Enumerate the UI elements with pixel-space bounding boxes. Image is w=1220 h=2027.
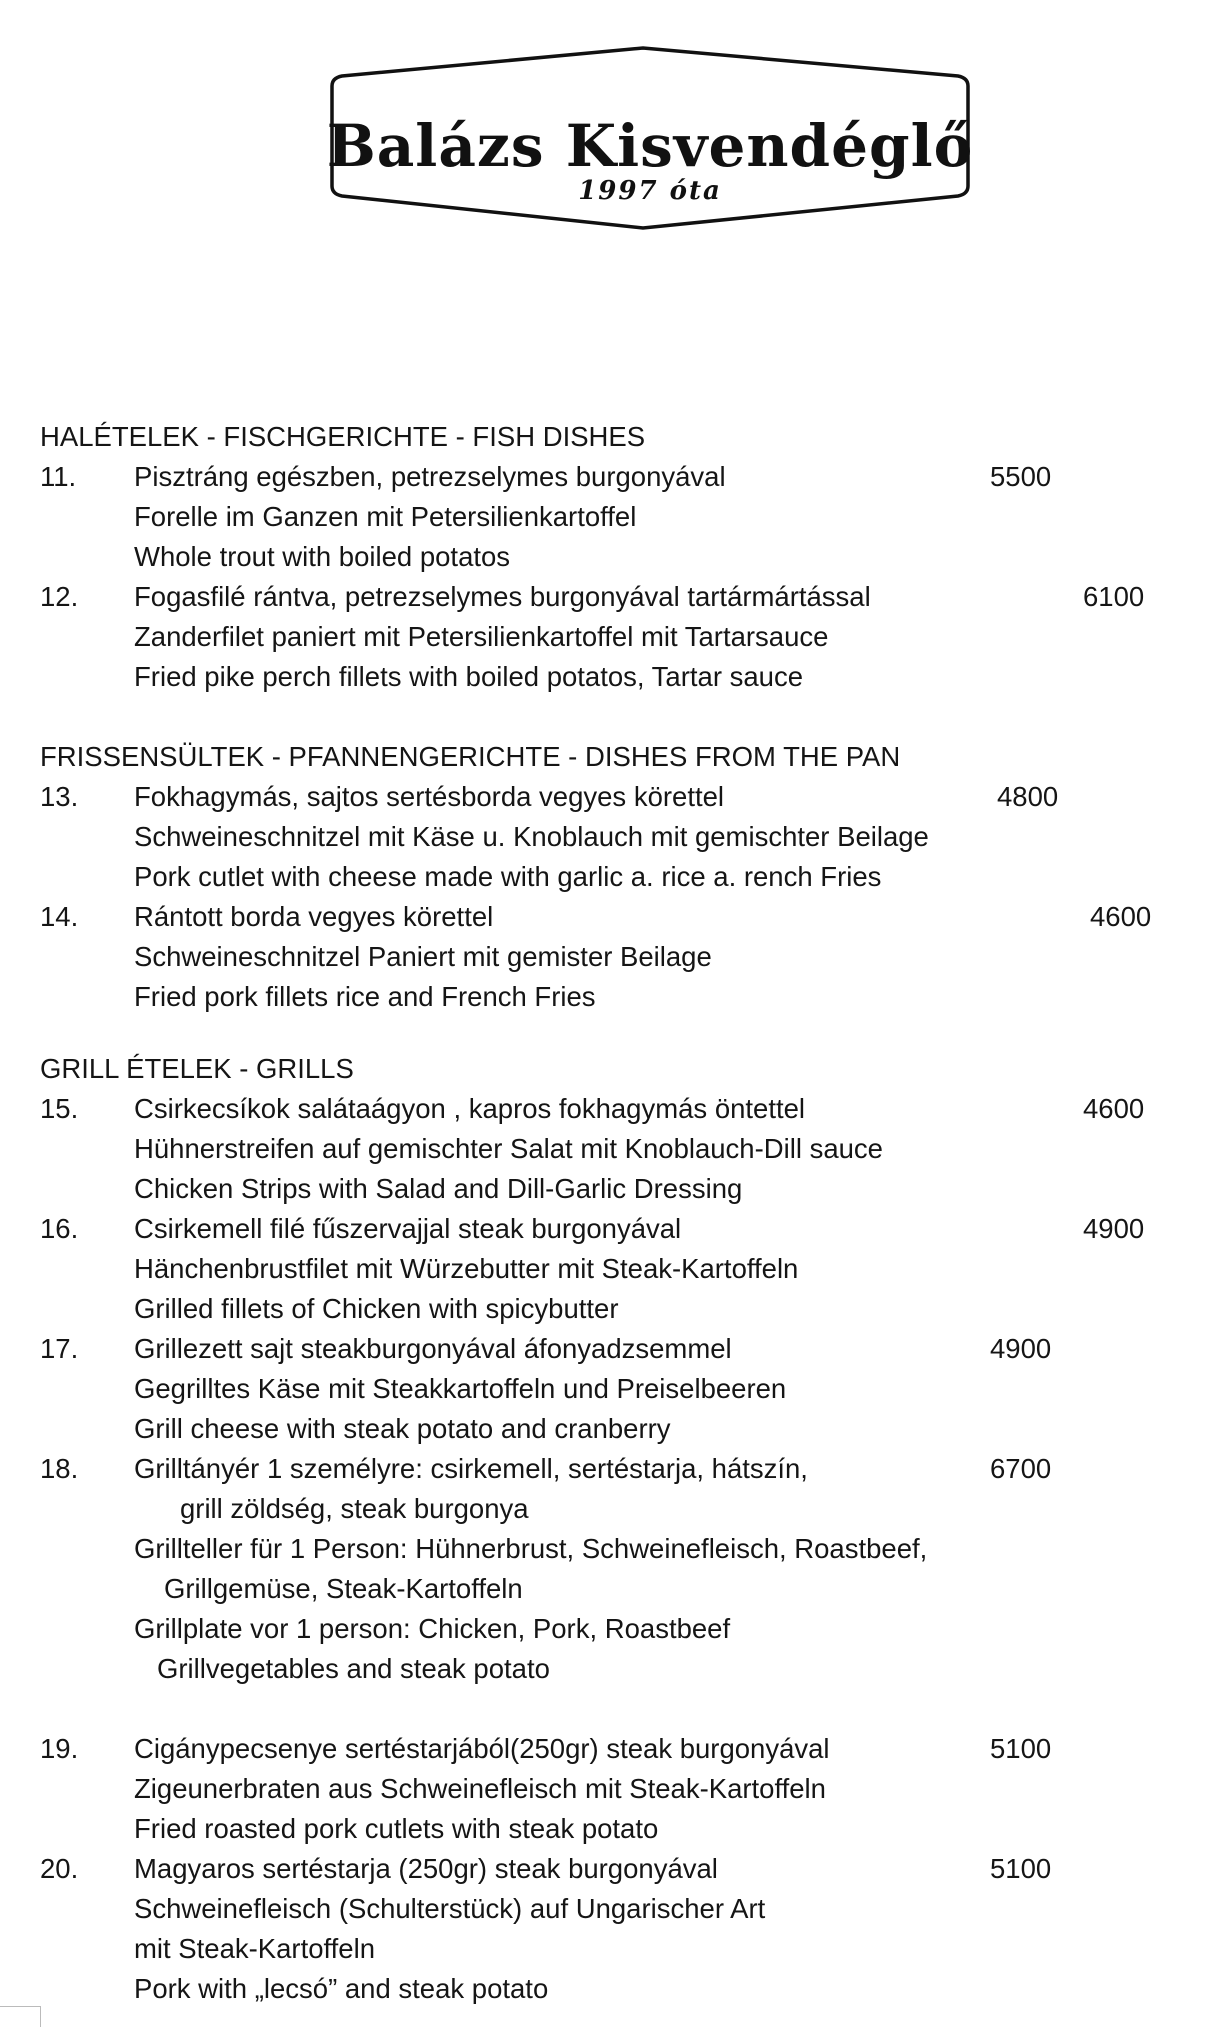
item-name-en: Grillplate vor 1 person: Chicken, Pork, Roastbeef [134, 1613, 731, 1644]
restaurant-name: Balázs Kisvendéglő [326, 112, 974, 180]
section-title-grills: GRILL ÉTELEK - GRILLS [40, 1053, 354, 1084]
item-number: 15. [40, 1093, 79, 1124]
item-name-de: Hänchenbrustfilet mit Würzebutter mit Steak-Kartoffeln [134, 1253, 799, 1284]
item-name-hu: Pisztráng egészben, petrezselymes burgonyával [134, 461, 726, 492]
restaurant-logo [318, 46, 982, 232]
item-name-en: Fried pork fillets rice and French Fries [134, 981, 596, 1012]
item-name-de-cont: mit Steak-Kartoffeln [134, 1933, 375, 1964]
item-name-en: Fried pike perch fillets with boiled potatos, Tartar sauce [134, 661, 803, 692]
item-name-de: Schweinefleisch (Schulterstück) auf Ungarischer Art [134, 1893, 766, 1924]
item-price: 6100 [1083, 581, 1145, 612]
item-number: 17. [40, 1333, 79, 1364]
item-number: 16. [40, 1213, 79, 1244]
page-corner-mark [0, 2006, 41, 2027]
item-name-de: Schweineschnitzel Paniert mit gemister Beilage [134, 941, 712, 972]
item-price: 5500 [990, 461, 1052, 492]
item-name-de: Forelle im Ganzen mit Petersilienkartoffel [134, 501, 637, 532]
item-name-hu: Grilltányér 1 személyre: csirkemell, sertéstarja, hátszín, [134, 1453, 808, 1484]
item-price: 4600 [1083, 1093, 1145, 1124]
item-name-de: Grillteller für 1 Person: Hühnerbrust, Schweinefleisch, Roastbeef, [134, 1533, 928, 1564]
item-price: 5100 [990, 1853, 1052, 1884]
item-number: 13. [40, 781, 79, 812]
section-title-fish: HALÉTELEK - FISCHGERICHTE - FISH DISHES [40, 421, 646, 452]
item-name-hu: Grillezett sajt steakburgonyával áfonyadzsemmel [134, 1333, 732, 1364]
item-name-hu: Fokhagymás, sajtos sertésborda vegyes körettel [134, 781, 725, 812]
item-number: 14. [40, 901, 79, 932]
item-name-hu: Csirkecsíkok salátaágyon , kapros fokhagymás öntettel [134, 1093, 806, 1124]
item-name-en: Pork cutlet with cheese made with garlic a. rice a. rench Fries [134, 861, 882, 892]
item-price: 4900 [990, 1333, 1052, 1364]
item-number: 20. [40, 1853, 79, 1884]
item-price: 4800 [997, 781, 1059, 812]
item-price: 4900 [1083, 1213, 1145, 1244]
item-number: 18. [40, 1453, 79, 1484]
item-name-en: Chicken Strips with Salad and Dill-Garlic Dressing [134, 1173, 743, 1204]
item-name-de: Zanderfilet paniert mit Petersilienkartoffel mit Tartarsauce [134, 621, 829, 652]
item-name-hu: Rántott borda vegyes körettel [134, 901, 494, 932]
item-name-de: Hühnerstreifen auf gemischter Salat mit Knoblauch-Dill sauce [134, 1133, 883, 1164]
item-name-hu-cont: grill zöldség, steak burgonya [180, 1493, 529, 1524]
item-name-de: Zigeunerbraten aus Schweinefleisch mit Steak-Kartoffeln [134, 1773, 826, 1804]
item-name-de: Gegrilltes Käse mit Steakkartoffeln und Preiselbeeren [134, 1373, 787, 1404]
item-name-de-cont: Grillgemüse, Steak-Kartoffeln [164, 1573, 523, 1604]
restaurant-since: 1997 óta [578, 176, 722, 206]
item-name-en: Whole trout with boiled potatos [134, 541, 511, 572]
item-price: 4600 [1090, 901, 1152, 932]
item-name-hu: Magyaros sertéstarja (250gr) steak burgonyával [134, 1853, 718, 1884]
item-name-hu: Csirkemell filé fűszervajjal steak burgonyával [134, 1213, 682, 1244]
item-number: 19. [40, 1733, 79, 1764]
item-name-en-cont: Grillvegetables and steak potato [157, 1653, 550, 1684]
item-name-en: Grill cheese with steak potato and cranberry [134, 1413, 671, 1444]
item-name-en: Fried roasted pork cutlets with steak potato [134, 1813, 659, 1844]
section-title-pan: FRISSENSÜLTEK - PFANNENGERICHTE - DISHES FROM THE PAN [40, 741, 901, 772]
item-name-hu: Fogasfilé rántva, petrezselymes burgonyával tartármártással [134, 581, 871, 612]
item-number: 12. [40, 581, 79, 612]
item-name-en: Grilled fillets of Chicken with spicybutter [134, 1293, 619, 1324]
item-name-en: Pork with „lecsó” and steak potato [134, 1973, 549, 2004]
item-name-hu: Cigánypecsenye sertéstarjából(250gr) steak burgonyával [134, 1733, 830, 1764]
item-number: 11. [40, 461, 77, 492]
item-price: 5100 [990, 1733, 1052, 1764]
item-price: 6700 [990, 1453, 1052, 1484]
item-name-de: Schweineschnitzel mit Käse u. Knoblauch mit gemischter Beilage [134, 821, 929, 852]
